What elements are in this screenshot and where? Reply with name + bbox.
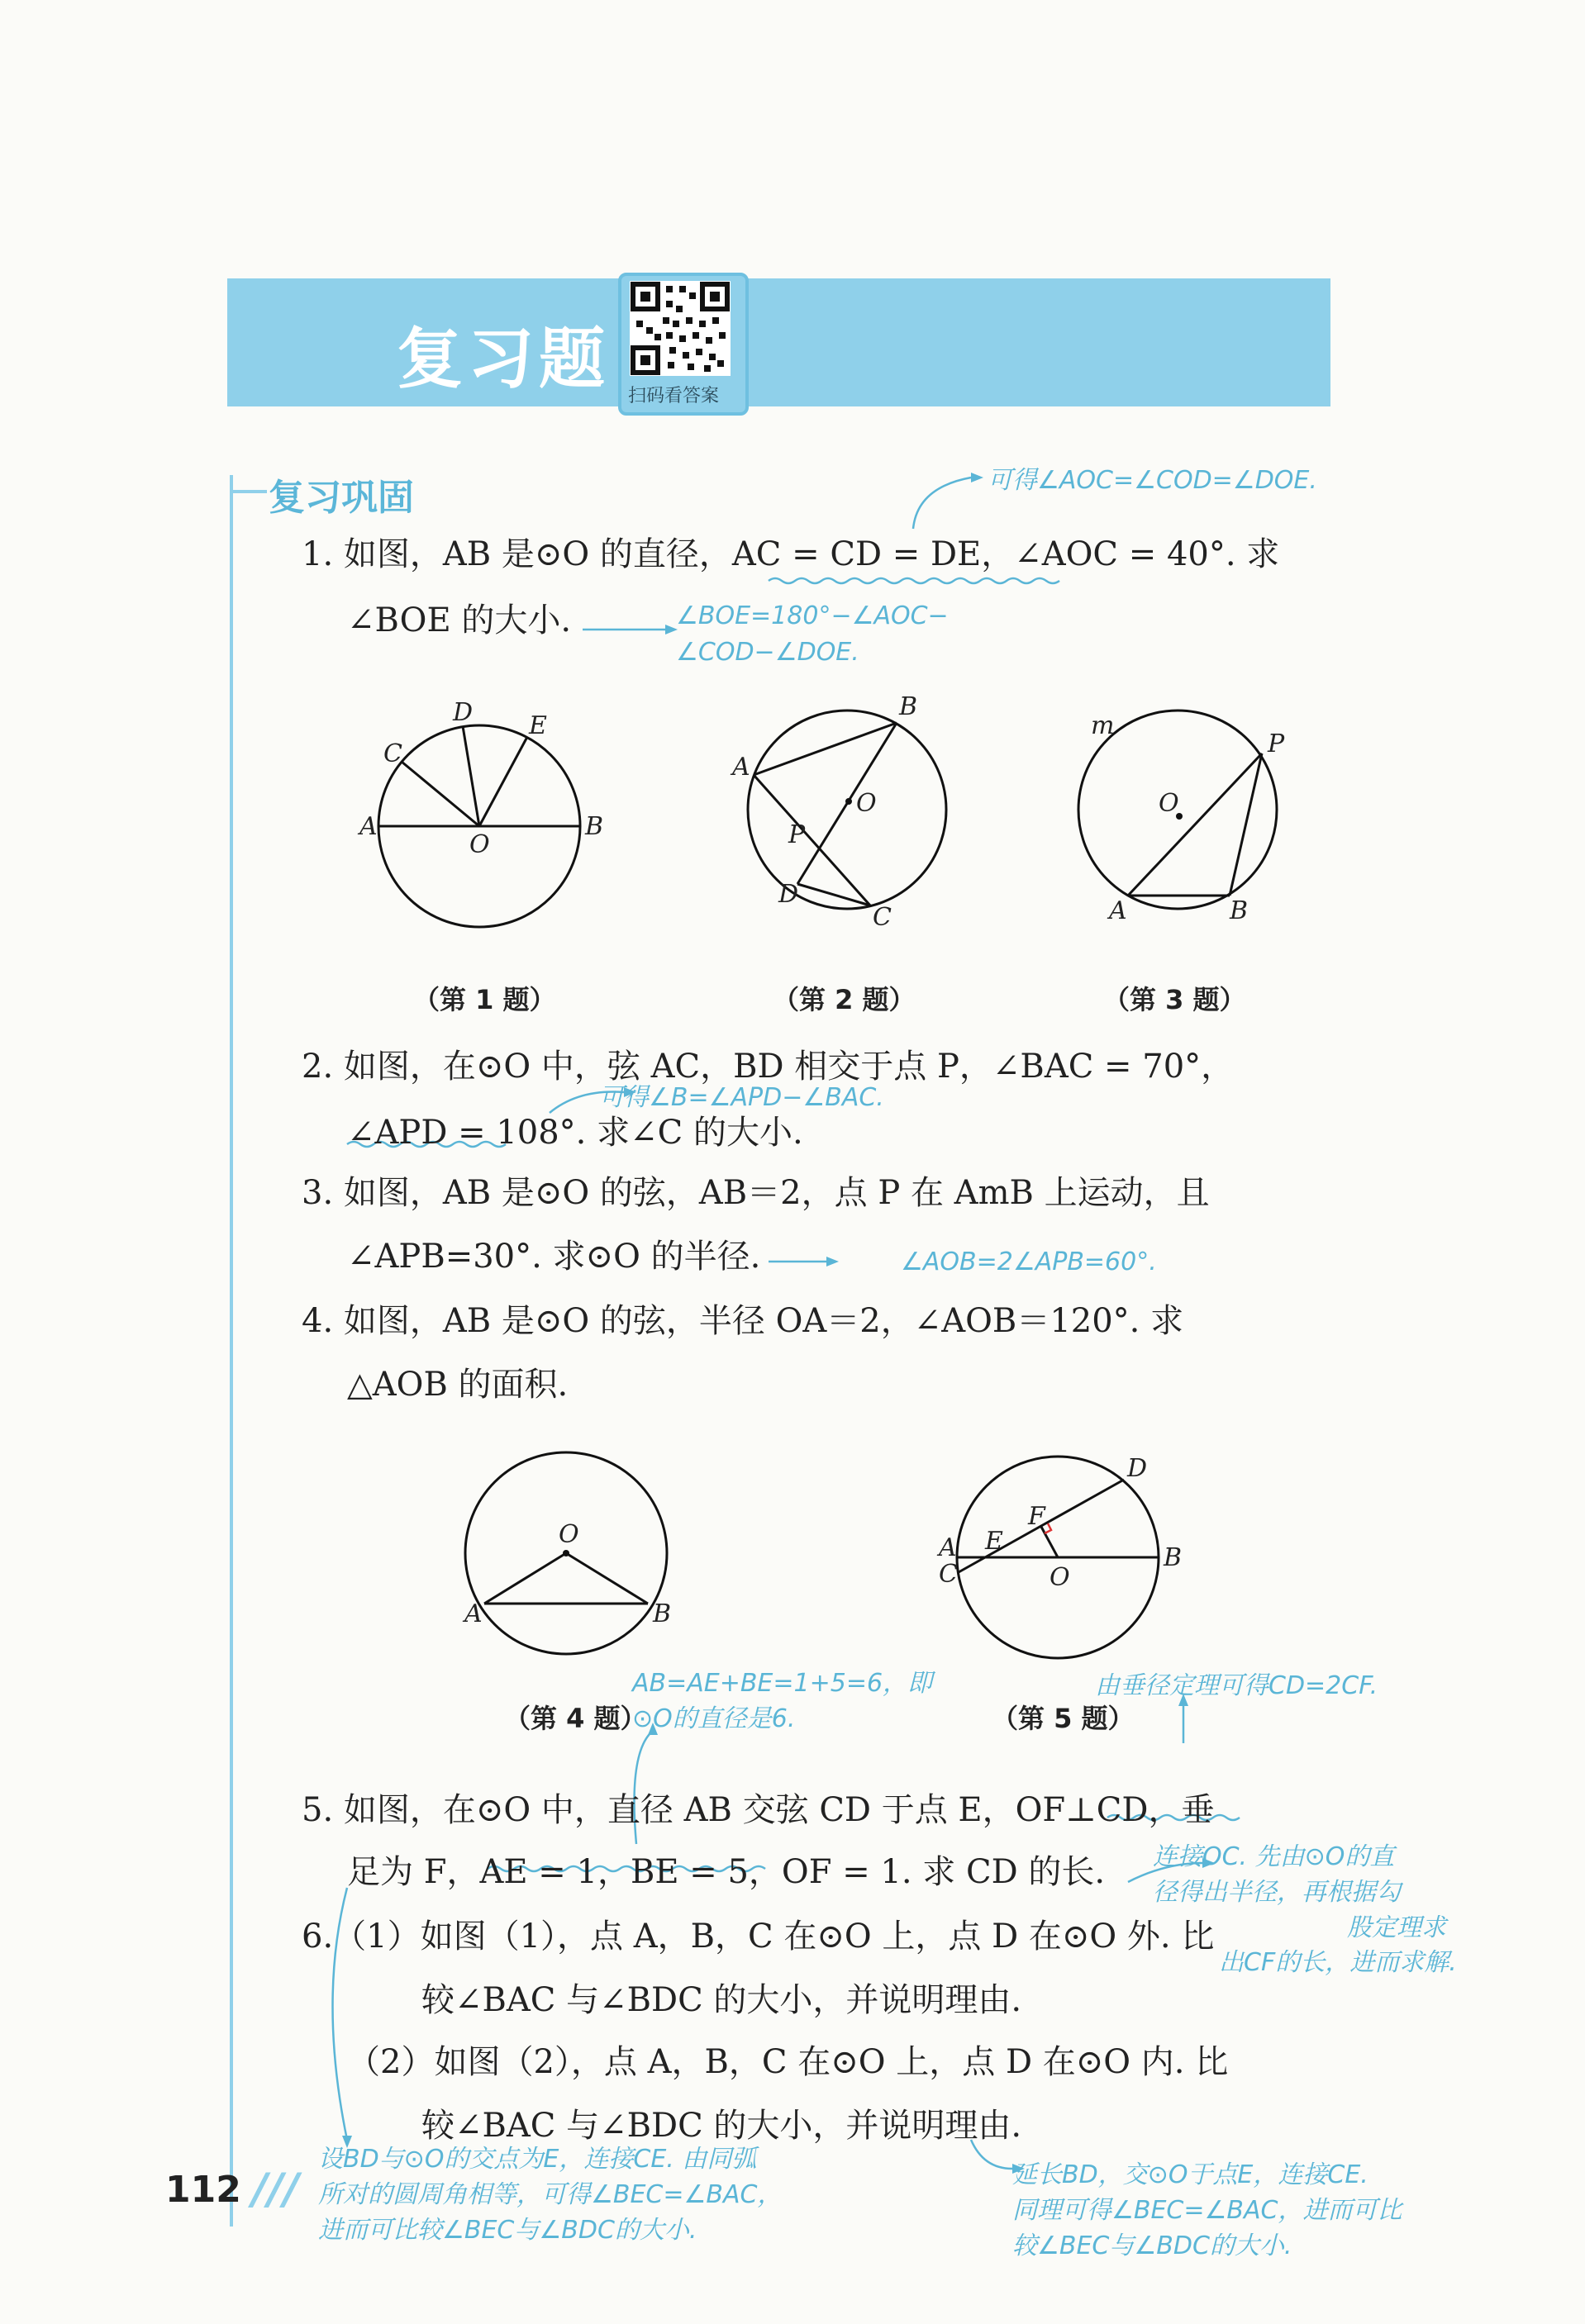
caption-figure-2: （第 2 题） bbox=[773, 984, 916, 1015]
question-4-line-2: △AOB 的面积. bbox=[347, 1366, 569, 1404]
figure-2 bbox=[719, 686, 967, 934]
question-5-line-1: 5. 如图，在⊙O 中，直径 AB 交弦 CD 于点 E，OF⊥CD，垂 bbox=[302, 1791, 1215, 1829]
note-angle-b: 可得∠B=∠APD−∠BAC. bbox=[599, 1083, 884, 1112]
note-q6-2-line-1: 延长BD，交⊙O于点E，连接CE. bbox=[1012, 2160, 1368, 2189]
section-title: 复习巩固 bbox=[269, 477, 414, 519]
question-1-line-2: ∠BOE 的大小. bbox=[347, 601, 572, 639]
note-boe-line-2: ∠COD−∠DOE. bbox=[676, 638, 859, 667]
fig3-label-o: O bbox=[1159, 789, 1179, 818]
page-number: 112 bbox=[165, 2169, 241, 2211]
note-boe-line-1: ∠BOE=180°−∠AOC− bbox=[676, 601, 949, 630]
question-3-line-1: 3. 如图，AB 是⊙O 的弦，AB＝2，点 P 在 AmB 上运动，且 bbox=[302, 1174, 1210, 1212]
question-3-line-2: ∠APB=30°. 求⊙O 的半径. bbox=[347, 1238, 761, 1276]
question-6-line-4: 较∠BAC 与∠BDC 的大小，并说明理由. bbox=[421, 2107, 1022, 2145]
fig4-label-a: A bbox=[464, 1599, 483, 1628]
question-4-line-1: 4. 如图，AB 是⊙O 的弦，半径 OA＝2，∠AOB＝120°. 求 bbox=[302, 1302, 1184, 1340]
fig3-label-m: m bbox=[1091, 711, 1115, 740]
question-1-line-1: 1. 如图，AB 是⊙O 的直径，AC = CD = DE，∠AOC = 40°. 求 bbox=[302, 535, 1280, 573]
fig5-label-d: D bbox=[1127, 1454, 1148, 1483]
figure-4 bbox=[446, 1442, 694, 1673]
fig3-label-a: A bbox=[1109, 896, 1127, 925]
fig1-label-b: B bbox=[585, 812, 604, 841]
caption-figure-1: （第 1 题） bbox=[413, 984, 556, 1015]
question-6-line-1: 6.（1）如图（1），点 A，B，C 在⊙O 上，点 D 在⊙O 外. 比 bbox=[302, 1918, 1215, 1956]
fig2-label-o: O bbox=[856, 789, 877, 818]
fig2-label-d: D bbox=[778, 880, 799, 909]
note-q6-1-line-3: 进而可比较∠BEC与∠BDC的大小. bbox=[318, 2216, 697, 2245]
figure-3 bbox=[1066, 702, 1314, 934]
figure-5 bbox=[926, 1442, 1190, 1673]
fig1-label-e: E bbox=[529, 711, 547, 740]
fig4-label-o: O bbox=[559, 1520, 579, 1549]
page-title: 复习题 bbox=[397, 321, 610, 397]
question-6-line-2: 较∠BAC 与∠BDC 的大小，并说明理由. bbox=[421, 1981, 1022, 2019]
fig2-label-b: B bbox=[899, 692, 918, 721]
note-perpendicular: 由垂径定理可得CD=2CF. bbox=[1095, 1671, 1378, 1700]
question-2-line-1: 2. 如图，在⊙O 中，弦 AC，BD 相交于点 P，∠BAC = 70°， bbox=[302, 1048, 1235, 1086]
fig2-label-a: A bbox=[732, 753, 750, 782]
fig1-label-c: C bbox=[383, 739, 402, 768]
fig5-label-c: C bbox=[939, 1560, 958, 1589]
fig1-label-o: O bbox=[469, 830, 490, 859]
fig5-label-b: B bbox=[1164, 1543, 1183, 1572]
fig5-label-f: F bbox=[1028, 1502, 1045, 1531]
caption-figure-5: （第 5 题） bbox=[992, 1703, 1135, 1734]
figure-1 bbox=[355, 702, 620, 967]
note-diameter-line-1: AB=AE+BE=1+5=6，即 bbox=[632, 1669, 933, 1698]
fig2-label-p: P bbox=[788, 820, 806, 849]
fig4-label-b: B bbox=[653, 1599, 672, 1628]
fig2-label-c: C bbox=[873, 903, 892, 932]
note-aoc-equal: 可得∠AOC=∠COD=∠DOE. bbox=[988, 466, 1317, 495]
note-q6-2-line-2: 同理可得∠BEC=∠BAC，进而可比 bbox=[1012, 2196, 1402, 2225]
qr-caption: 扫码看答案 bbox=[628, 386, 720, 406]
fig3-label-b: B bbox=[1230, 896, 1249, 925]
caption-figure-3: （第 3 题） bbox=[1103, 984, 1246, 1015]
note-q6-1-line-2: 所对的圆周角相等，可得∠BEC=∠BAC， bbox=[318, 2180, 783, 2209]
note-oc-line-2: 径得出半径，再根据勾 bbox=[1153, 1878, 1401, 1907]
note-oc-line-1: 连接OC. 先由⊙O的直 bbox=[1153, 1842, 1395, 1871]
fig3-label-p: P bbox=[1268, 730, 1285, 758]
question-6-line-3: （2）如图（2），点 A，B，C 在⊙O 上，点 D 在⊙O 内. 比 bbox=[347, 2043, 1229, 2081]
fig5-label-o: O bbox=[1050, 1563, 1070, 1592]
caption-figure-4: （第 4 题） bbox=[504, 1703, 647, 1734]
note-aob: ∠AOB=2∠APB=60°. bbox=[901, 1248, 1157, 1276]
fig1-label-d: D bbox=[453, 702, 474, 727]
question-2-line-2: ∠APD = 108°. 求∠C 的大小. bbox=[347, 1114, 803, 1152]
note-oc-line-3: 股定理求 bbox=[1347, 1913, 1446, 1942]
fig5-label-a: A bbox=[939, 1533, 957, 1562]
note-q6-2-line-3: 较∠BEC与∠BDC的大小. bbox=[1012, 2231, 1292, 2260]
question-5-line-2: 足为 F，AE = 1，BE = 5，OF = 1. 求 CD 的长. bbox=[347, 1853, 1106, 1891]
note-diameter-line-2: ⊙O的直径是6. bbox=[632, 1704, 796, 1733]
fig5-label-e: E bbox=[985, 1527, 1003, 1556]
fig1-label-a: A bbox=[359, 812, 378, 841]
page-number-decoration: /// bbox=[252, 2165, 299, 2214]
note-oc-line-4: 出CF的长，进而求解. bbox=[1219, 1948, 1457, 1977]
note-q6-1-line-1: 设BD与⊙O的交点为E，连接CE. 由同弧 bbox=[318, 2145, 757, 2174]
